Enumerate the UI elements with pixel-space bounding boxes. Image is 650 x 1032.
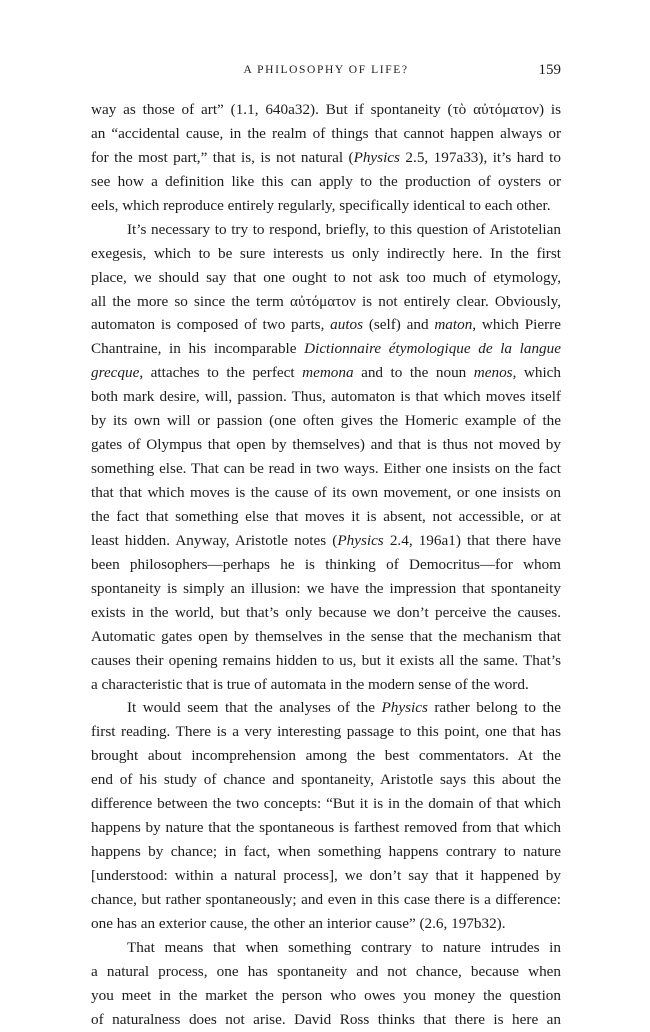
- text-line: [91, 864, 561, 888]
- text-line: [91, 194, 561, 218]
- text-line: [91, 313, 561, 337]
- text-run: It’s necessary to try to respond, briefly, to this question of Aristotelian: [127, 220, 561, 238]
- text-line: [91, 816, 561, 840]
- text-run: That means that when something contrary to nature intrudes in: [127, 938, 561, 956]
- text-run: difference between the two concepts: “But it is in the domain of that which: [91, 795, 561, 813]
- italic-text: Physics: [353, 148, 400, 166]
- text-run: Chantraine, in his incomparable: [91, 340, 305, 358]
- text-run: you meet in the market the person who owes you money the question: [91, 986, 561, 1004]
- italic-text: menos: [473, 364, 513, 382]
- text-line: [91, 457, 561, 481]
- text-run: , attaches to the perfect: [139, 364, 303, 382]
- text-line: [91, 409, 561, 433]
- text-line: [91, 792, 561, 816]
- page-number: 159: [538, 62, 561, 78]
- text-run: something else. That can be read in two ways. Either one insists on the fact: [91, 460, 561, 478]
- text-line: [91, 649, 561, 673]
- text-run: chance, but rather spontaneously; and even in this case there is a difference:: [91, 890, 561, 908]
- text-line: [91, 912, 561, 936]
- text-run: , which Pierre: [472, 316, 561, 334]
- text-run: by its own will or passion (one often gives the Homeric example of the: [91, 412, 561, 430]
- text-line: [91, 266, 561, 290]
- text-line: [91, 888, 561, 912]
- text-run: the fact that something else that moves it is absent, not accessible, or at: [91, 507, 561, 525]
- text-run: place, we should say that one ought to not ask too much of etymology,: [91, 268, 561, 286]
- text-line: [91, 122, 561, 146]
- text-run: for the most part,” that is, is not natural (: [91, 148, 354, 166]
- text-run: spontaneity is simply an illusion: we have the impression that spontaneity: [91, 579, 561, 597]
- text-line: [91, 146, 561, 170]
- text-line: [91, 936, 561, 960]
- text-line: [91, 984, 561, 1008]
- text-run: exists in the world, but that’s only because we don’t perceive the causes.: [91, 603, 561, 621]
- text-line: [91, 361, 561, 385]
- italic-text: memona: [302, 364, 354, 382]
- text-run: of naturalness does not arise. David Ross thinks that there is here an: [91, 1010, 561, 1028]
- text-run: a natural process, one has spontaneity and not chance, because when: [91, 962, 561, 980]
- text-line: [91, 98, 561, 122]
- text-line: [91, 433, 561, 457]
- text-run: way as those of art” (1.1, 640a32). But if spontaneity (τὸ αὐτόματον) is: [91, 101, 561, 118]
- text-run: one has an exterior cause, the other an interior cause” (2.6, 197b32).: [91, 914, 506, 932]
- text-run: 2.4, 196a1) that there have: [383, 531, 561, 549]
- running-head: [91, 62, 561, 82]
- text-line: [91, 840, 561, 864]
- text-run: Automatic gates open by themselves in the sense that the mechanism that: [91, 627, 561, 645]
- text-line: [91, 1008, 561, 1032]
- text-line: [91, 481, 561, 505]
- text-run: [understood: within a natural process], we don’t say that it happened by: [91, 867, 561, 884]
- text-run: automaton is composed of two parts,: [91, 316, 331, 334]
- text-line: [91, 242, 561, 266]
- running-title: A PHILOSOPHY OF LIFE?: [243, 64, 409, 76]
- text-line: [91, 170, 561, 194]
- text-line: [91, 673, 561, 697]
- text-line: [91, 577, 561, 601]
- text-run: an “accidental cause, in the realm of things that cannot happen always or: [91, 124, 561, 142]
- text-run: rather belong to the: [427, 699, 561, 717]
- text-run: (self) and: [363, 316, 435, 334]
- text-run: that that which moves is the cause of its own movement, or one insists on: [91, 484, 561, 501]
- text-run: least hidden. Anyway, Aristotle notes (: [91, 531, 338, 549]
- body-text: [91, 98, 561, 1032]
- text-run: a characteristic that is true of automata in the modern sense of the word.: [91, 675, 529, 693]
- paragraph-p1: [91, 98, 561, 218]
- text-run: causes their opening remains hidden to us, but it exists all the same. That’s: [91, 651, 561, 669]
- paragraph-p2: [91, 218, 561, 697]
- text-run: all the more so since the term αὐτόματον is not entirely clear. Obviously,: [91, 292, 561, 310]
- text-line: [91, 218, 561, 242]
- text-line: [91, 720, 561, 744]
- text-run: see how a definition like this can apply to the production of oysters or: [91, 172, 561, 190]
- text-line: [91, 337, 561, 361]
- italic-text: maton: [434, 316, 473, 334]
- text-run: 2.5, 197a33), it’s hard to: [399, 148, 561, 166]
- paragraph-p4: [91, 936, 561, 1032]
- text-line: [91, 744, 561, 768]
- text-run: It would seem that the analyses of the: [127, 699, 382, 717]
- text-run: end of his study of chance and spontaneity, Aristotle says this about the: [91, 771, 561, 789]
- text-line: [91, 290, 561, 314]
- text-run: gates of Olympus that open by themselves) and that is thus not moved by: [91, 436, 561, 454]
- text-line: [91, 625, 561, 649]
- italic-text: grecque: [91, 364, 140, 382]
- text-run: been philosophers—perhaps he is thinking of Democritus—for whom: [91, 555, 561, 573]
- text-run: eels, which reproduce entirely regularly, specifically identical to each other.: [91, 196, 551, 214]
- text-run: brought about incomprehension among the best commentators. At the: [91, 747, 561, 765]
- paragraph-p3: [91, 696, 561, 935]
- italic-text: Physics: [337, 531, 384, 549]
- text-line: [91, 553, 561, 577]
- text-line: [91, 768, 561, 792]
- text-line: [91, 960, 561, 984]
- italic-text: Physics: [381, 699, 428, 717]
- text-run: first reading. There is a very interesting passage to this point, one that has: [91, 723, 561, 741]
- text-run: , which: [512, 364, 561, 382]
- text-line: [91, 601, 561, 625]
- italic-text: Dictionnaire étymologique de la langue: [304, 340, 561, 358]
- text-run: happens by nature that the spontaneous is farthest removed from that which: [91, 819, 561, 837]
- text-line: [91, 696, 561, 720]
- text-run: exegesis, which to be sure interests us only indirectly here. In the first: [91, 244, 561, 262]
- italic-text: autos: [330, 316, 364, 334]
- text-line: [91, 529, 561, 553]
- text-run: and to the noun: [353, 364, 474, 382]
- text-run: happens by chance; in fact, when something happens contrary to nature: [91, 843, 561, 861]
- text-run: both mark desire, will, passion. Thus, automaton is that which moves itself: [91, 388, 561, 406]
- text-line: [91, 505, 561, 529]
- text-line: [91, 385, 561, 409]
